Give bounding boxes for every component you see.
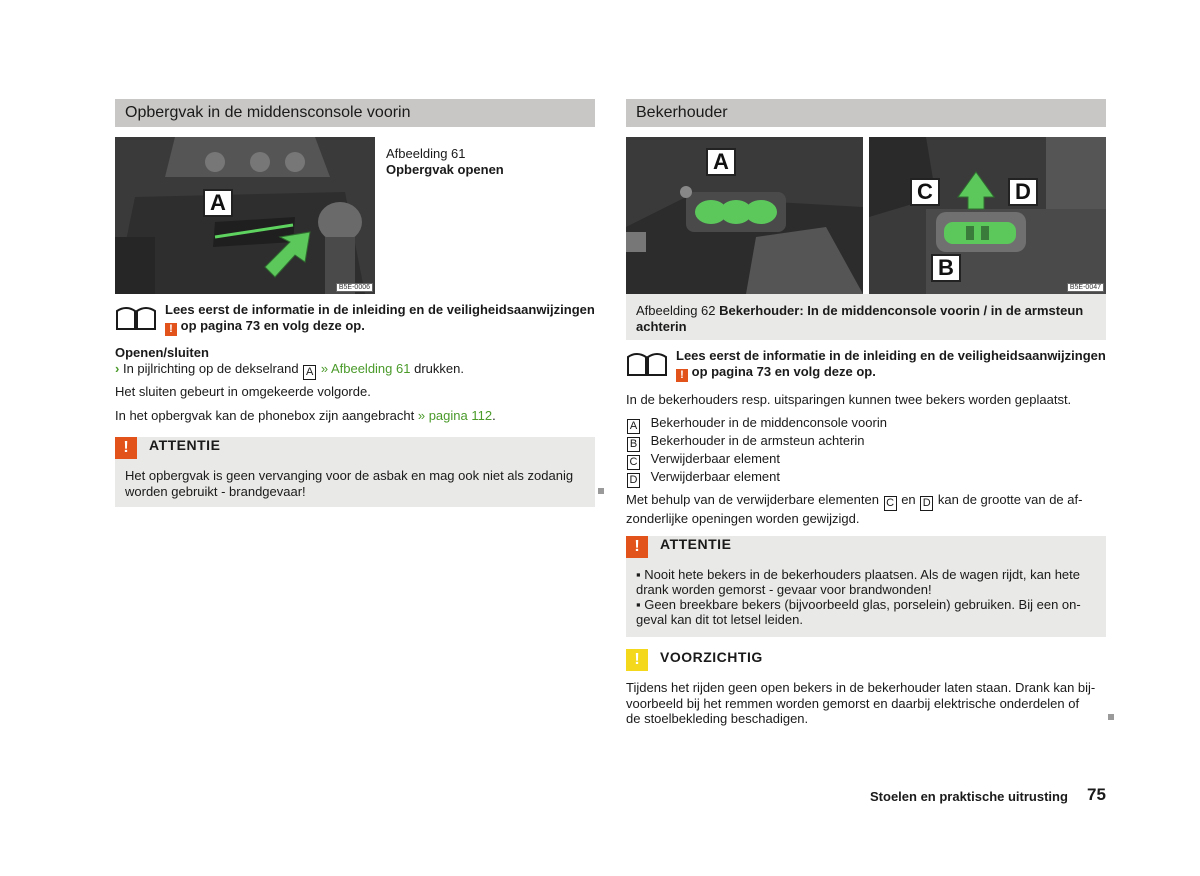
attention-text xyxy=(125,468,590,500)
caution-title: VOORZICHTIG xyxy=(660,649,763,665)
attention-header xyxy=(115,437,595,459)
attention-title: ATTENTIE xyxy=(660,536,732,552)
figure-62-caption xyxy=(636,303,1101,335)
figure-code: B5E-0006 xyxy=(336,283,373,292)
ref-box-a: A xyxy=(627,419,640,434)
link-figure-61[interactable]: » Afbeelding 61 xyxy=(320,361,411,376)
attention-title: ATTENTIE xyxy=(149,437,221,453)
ref-box-b: B xyxy=(627,437,640,452)
para-text: Met behulp van de verwijderbare elementen xyxy=(626,492,879,507)
attention-line: geval kan dit tot letsel leiden. xyxy=(636,612,803,627)
caution-icon: ! xyxy=(626,649,648,671)
book-icon xyxy=(115,303,157,331)
para-text: zonderlijke openingen worden gewijzigd. xyxy=(626,511,860,526)
section-title-cupholder: Bekerhouder xyxy=(626,99,1106,127)
read-first-note xyxy=(165,302,595,336)
read-first-line1: Lees eerst de informatie in de inleiding en de veiligheidsaanwijzingen xyxy=(676,348,1106,363)
figure-61-number: Afbeelding 61 xyxy=(386,146,466,161)
link-page-112[interactable]: » pagina 112 xyxy=(417,408,493,423)
list-item xyxy=(626,451,780,470)
read-first-line1: Lees eerst de informatie in de inleiding en de veiligheidsaanwijzingen xyxy=(165,302,595,317)
ref-box-d: D xyxy=(920,496,933,511)
section-title-storage: Opbergvak in de middensconsole voorin xyxy=(115,99,595,127)
figure-label-a: A xyxy=(203,189,233,217)
step-text-end: drukken. xyxy=(414,361,464,376)
figure-61-image xyxy=(115,137,375,294)
book-icon xyxy=(626,349,668,377)
figure-label-a: A xyxy=(706,148,736,176)
attention-box-right xyxy=(626,536,1106,637)
caution-line: Tijdens het rijden geen open bekers in de bekerhouder laten staan. Drank kan bij- xyxy=(626,680,1096,695)
ref-box-c: C xyxy=(627,455,640,470)
caution-header xyxy=(626,649,1106,671)
read-first-line2: op pagina 73 en volg deze op. xyxy=(180,318,365,333)
warning-icon: ! xyxy=(115,437,137,459)
list-item-text: Bekerhouder in de middenconsole voorin xyxy=(650,415,887,430)
paragraph-elements xyxy=(626,492,1106,527)
attention-line: drank worden gemorst - gevaar voor brandwonden! xyxy=(636,582,932,597)
attention-box-left xyxy=(115,437,595,507)
figure-label-d: D xyxy=(1008,178,1038,206)
list-item-text: Verwijderbaar element xyxy=(650,451,780,466)
figure-62-caption-line2: achterin xyxy=(636,319,687,334)
figure-label-c: C xyxy=(910,178,940,206)
figure-62-number: Afbeelding 62 xyxy=(636,303,716,318)
ref-box-a: A xyxy=(303,365,316,380)
caution-line: de stoelbekleding beschadigen. xyxy=(626,711,809,726)
ref-box-c: C xyxy=(884,496,897,511)
paragraph-close: Het sluiten gebeurt in omgekeerde volgorde. xyxy=(115,384,371,399)
figure-61-caption: Opbergvak openen xyxy=(386,162,504,177)
figure-62-caption-line1: Bekerhouder: In de middenconsole voorin / in de armsteun xyxy=(719,303,1084,318)
para-text: kan de grootte van de af- xyxy=(937,492,1083,507)
attention-header xyxy=(626,536,1106,558)
figure-label-b: B xyxy=(931,254,961,282)
figure-62-caption-box xyxy=(626,294,1106,340)
section-end-marker xyxy=(1108,714,1114,720)
step-arrow-icon: › xyxy=(115,361,120,376)
phonebox-text: In het opbergvak kan de phonebox zijn aangebracht xyxy=(115,408,415,423)
warning-icon: ! xyxy=(165,323,177,336)
attention-line2: worden gebruikt - brandgevaar! xyxy=(125,484,306,499)
list-item-text: Verwijderbaar element xyxy=(650,469,780,484)
list-item xyxy=(626,433,865,452)
console-illustration xyxy=(115,137,375,294)
attention-line: ▪ Geen breekbare bekers (bijvoorbeeld glas, porselein) gebruiken. Bij een on- xyxy=(636,597,1081,612)
cupholder-intro: In de bekerhouders resp. uitsparingen kunnen twee bekers worden geplaatst. xyxy=(626,392,1072,407)
cupholder-illustration xyxy=(626,137,1106,294)
read-first-note xyxy=(676,348,1106,382)
section-end-marker xyxy=(598,488,604,494)
warning-icon: ! xyxy=(626,536,648,558)
footer-section-name: Stoelen en praktische uitrusting xyxy=(870,789,1068,804)
read-first-line2: op pagina 73 en volg deze op. xyxy=(691,364,876,379)
page-number: 75 xyxy=(1087,785,1106,804)
caution-line: voorbeeld bij het remmen worden gemorst en daarbij elektrische onderdelen of xyxy=(626,695,1080,711)
step-instruction xyxy=(115,361,464,380)
list-item-text: Bekerhouder in de armsteun achterin xyxy=(650,433,865,448)
list-item xyxy=(626,469,780,488)
ref-box-d: D xyxy=(627,473,640,488)
warning-icon: ! xyxy=(676,369,688,382)
figure-62-image xyxy=(626,137,1106,294)
subheading-open-close: Openen/sluiten xyxy=(115,345,209,360)
phonebox-period: . xyxy=(492,408,496,423)
step-text: In pijlrichting op de dekselrand xyxy=(122,361,299,376)
caution-text xyxy=(626,680,1106,727)
attention-line1: Het opbergvak is geen vervanging voor de asbak en mag ook niet als zodanig xyxy=(125,468,574,483)
attention-text xyxy=(636,567,1104,627)
attention-line: ▪ Nooit hete bekers in de bekerhouders plaatsen. Als de wagen rijdt, kan hete xyxy=(636,567,1080,582)
paragraph-phonebox xyxy=(115,408,496,424)
para-text: en xyxy=(901,492,916,507)
figure-code: B5E-0047 xyxy=(1067,283,1104,292)
list-item xyxy=(626,415,887,434)
